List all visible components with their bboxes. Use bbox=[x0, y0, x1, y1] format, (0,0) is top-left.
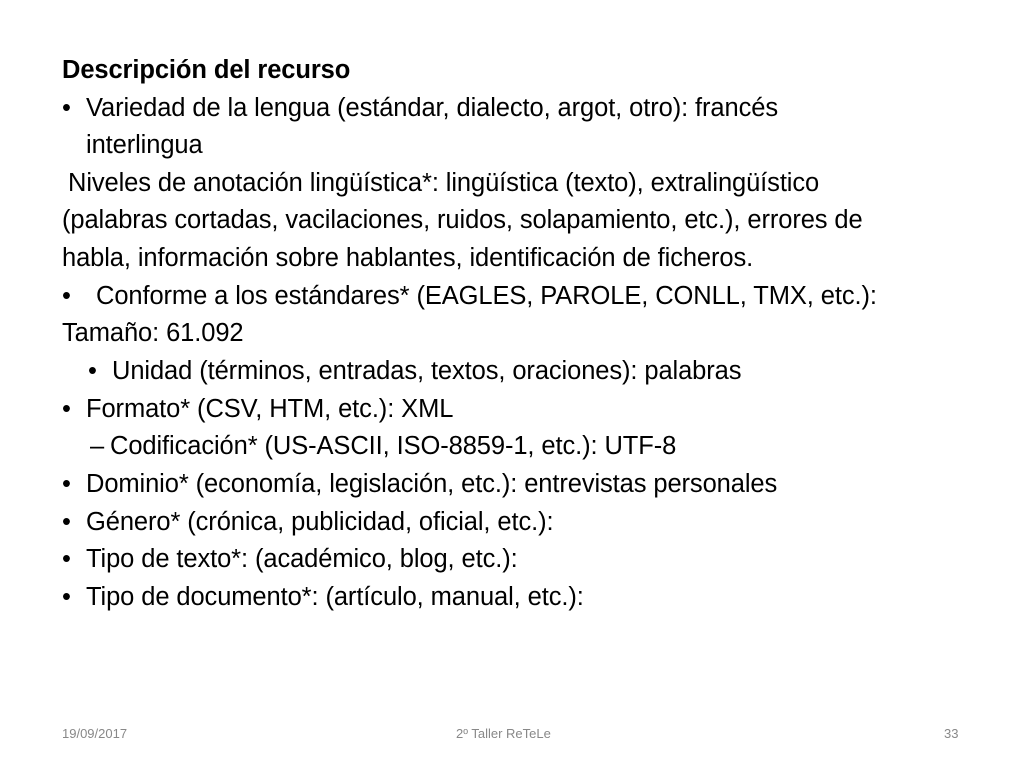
bullet-item-genero bbox=[62, 504, 553, 540]
bullet-item-conforme bbox=[62, 278, 877, 314]
item-text: Conforme a los estándares* (EAGLES, PAROLE, CONLL, TMX, etc.): bbox=[96, 282, 877, 310]
footer-page-number: 33 bbox=[944, 726, 959, 741]
bullet-icon: • bbox=[62, 583, 71, 611]
paragraph-niveles-line-2 bbox=[62, 202, 863, 238]
bullet-icon: • bbox=[62, 395, 71, 423]
item-text: Dominio* (economía, legislación, etc.): entrevistas personales bbox=[86, 470, 778, 498]
item-text: Tipo de documento*: (artículo, manual, etc.): bbox=[86, 583, 584, 611]
item-text: Género* (crónica, publicidad, oficial, etc.): bbox=[86, 508, 554, 536]
paragraph-niveles-line-3 bbox=[62, 240, 753, 276]
item-text: Formato* (CSV, HTM, etc.): XML bbox=[86, 395, 454, 423]
item-text: Variedad de la lengua (estándar, dialecto, argot, otro): francés bbox=[86, 94, 778, 122]
item-text: Codificación* (US-ASCII, ISO-8859-1, etc.): UTF-8 bbox=[110, 432, 677, 460]
dash-item-codificacion bbox=[90, 428, 676, 464]
item-text: interlingua bbox=[86, 131, 203, 159]
bullet-item-tipo-texto bbox=[62, 541, 518, 577]
item-text: habla, información sobre hablantes, identificación de ficheros. bbox=[62, 244, 754, 272]
bullet-item-formato bbox=[62, 391, 453, 427]
dash-icon: – bbox=[90, 432, 105, 460]
bullet-item-variedad bbox=[62, 90, 778, 126]
bullet-icon: • bbox=[62, 508, 71, 536]
bullet-icon: • bbox=[88, 357, 97, 385]
item-text: (palabras cortadas, vacilaciones, ruidos, solapamiento, etc.), errores de bbox=[62, 206, 863, 234]
bullet-item-variedad-continued bbox=[86, 127, 203, 163]
bullet-item-dominio bbox=[62, 466, 777, 502]
bullet-icon: • bbox=[62, 545, 71, 573]
item-text: Tipo de texto*: (académico, blog, etc.): bbox=[86, 545, 518, 573]
item-text: Unidad (términos, entradas, textos, oraciones): palabras bbox=[112, 357, 742, 385]
heading-text: Descripción del recurso bbox=[62, 56, 351, 84]
bullet-item-unidad bbox=[88, 353, 741, 389]
bullet-icon: • bbox=[62, 470, 71, 498]
bullet-icon: • bbox=[62, 94, 71, 122]
slide-heading bbox=[62, 52, 350, 88]
bullet-item-tipo-documento bbox=[62, 579, 584, 615]
item-text: Niveles de anotación lingüística*: lingüística (texto), extralingüístico bbox=[68, 169, 820, 197]
footer-date: 19/09/2017 bbox=[62, 726, 128, 741]
item-text: Tamaño: 61.092 bbox=[62, 319, 244, 347]
bullet-icon: • bbox=[62, 282, 71, 310]
line-tamano bbox=[62, 315, 243, 351]
paragraph-niveles-line-1 bbox=[68, 165, 819, 201]
footer-title: 2º Taller ReTeLe bbox=[456, 726, 551, 741]
